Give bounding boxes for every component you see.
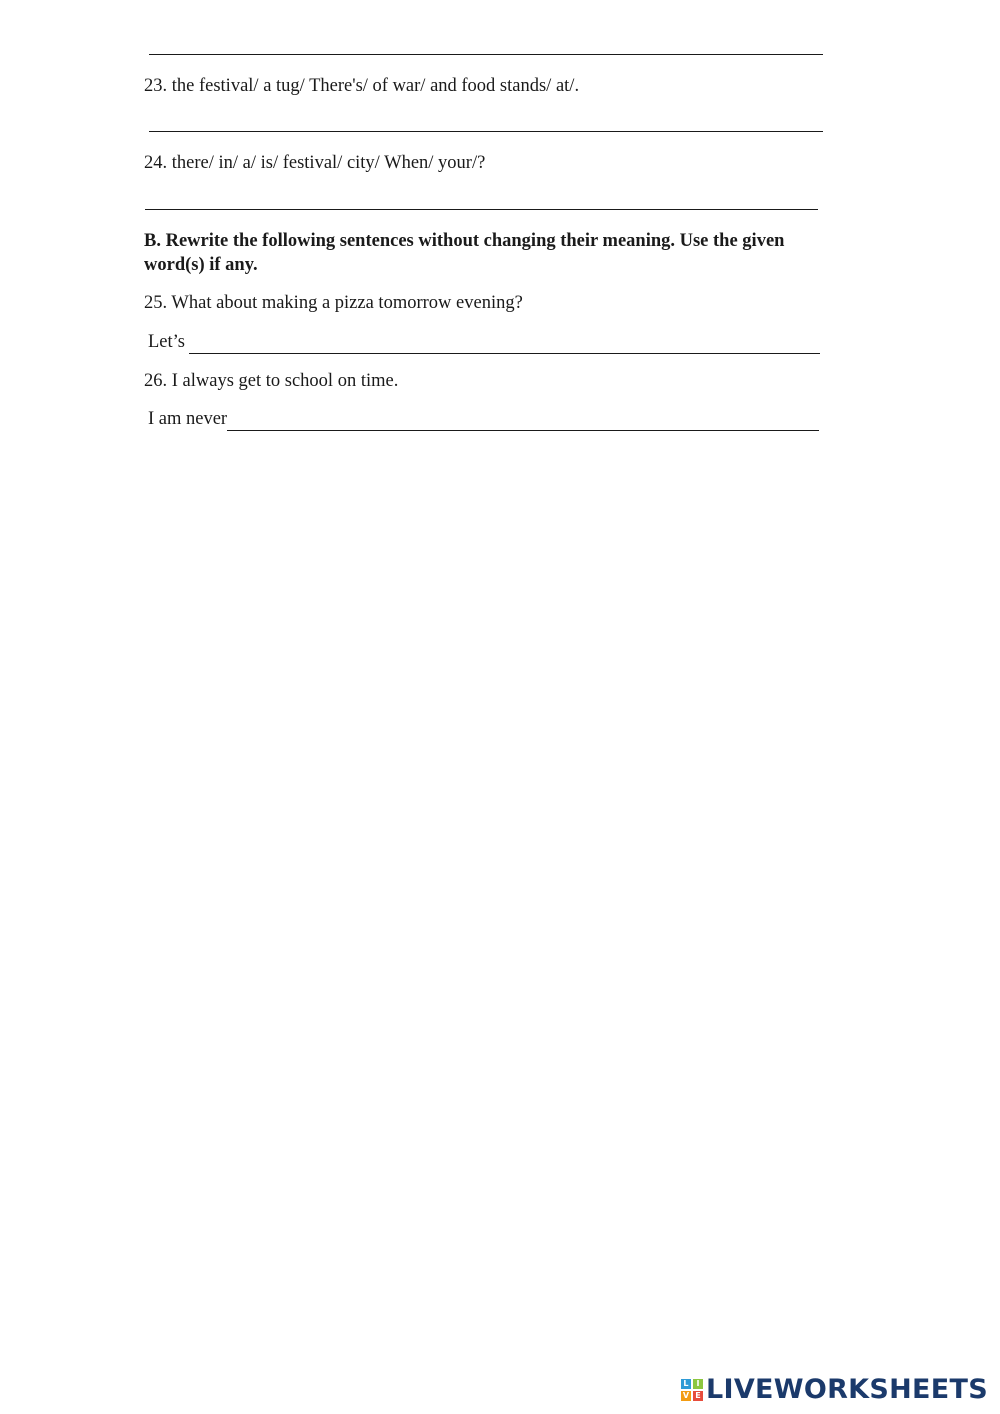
section-b-heading: B. Rewrite the following sentences without changing their meaning. Use the given word(s) if any. (144, 231, 785, 275)
liveworksheets-logo (681, 1374, 988, 1405)
question-26-text: 26. I always get to school on time. (144, 371, 399, 391)
answer-line-23[interactable] (149, 131, 823, 132)
mark-letter-v: V (682, 1390, 690, 1400)
answer-prefix-26: I am never (148, 409, 228, 429)
answer-prefix-25: Let’s (148, 332, 185, 352)
answer-line-22[interactable] (149, 54, 823, 55)
answer-line-26[interactable] (227, 412, 819, 431)
answer-line-24[interactable] (145, 209, 818, 210)
liveworksheets-mark-icon (681, 1379, 703, 1401)
mark-letter-l: L (681, 1379, 691, 1389)
answer-row-25[interactable] (148, 330, 820, 354)
mark-letter-e: E (693, 1391, 703, 1401)
answer-row-26[interactable] (148, 407, 819, 431)
question-25-text: 25. What about making a pizza tomorrow evening? (144, 293, 523, 313)
liveworksheets-wordmark: LIVEWORKSHEETS (705, 1374, 988, 1405)
mark-letter-i: I (693, 1379, 703, 1389)
question-24-text: 24. there/ in/ a/ is/ festival/ city/ When/ your/? (144, 153, 486, 173)
question-23-text: 23. the festival/ a tug/ There's/ of war/ and food stands/ at/. (144, 76, 580, 96)
answer-line-25[interactable] (189, 335, 820, 354)
